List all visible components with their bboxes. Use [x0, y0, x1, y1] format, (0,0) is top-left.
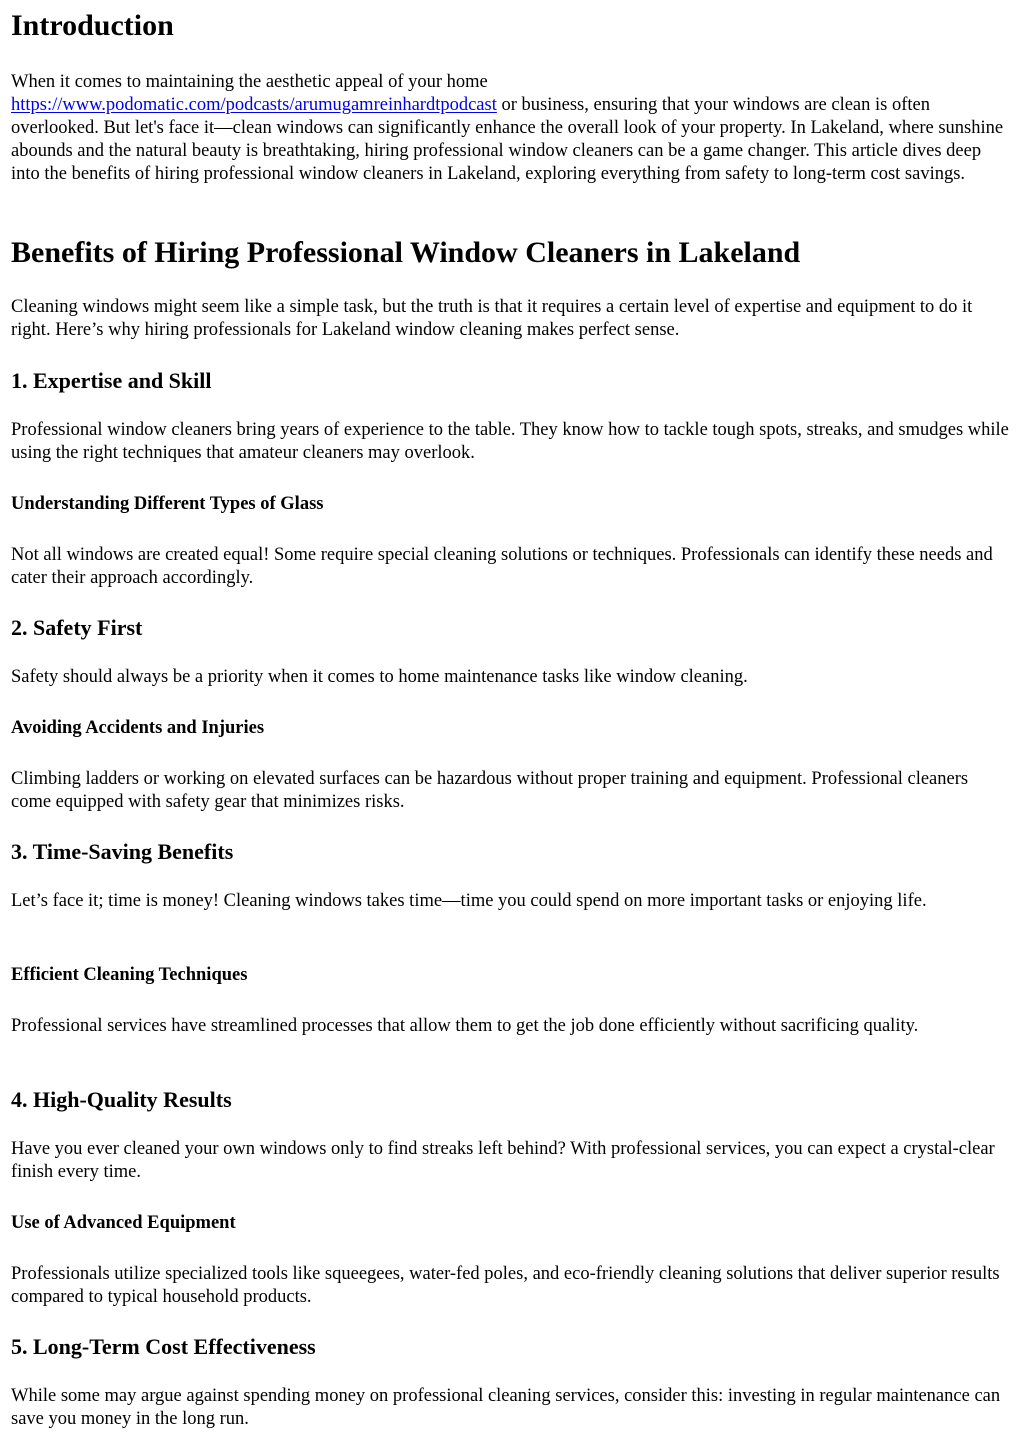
intro-paragraph	[11, 71, 1012, 186]
section-3-subheading: Efficient Cleaning Techniques	[11, 965, 248, 985]
section-2-subheading: Avoiding Accidents and Injuries	[11, 718, 265, 738]
section-4-paragraph: Have you ever cleaned your own windows only to find streaks left behind? With professional services, you can expect a crystal-clear finish every time.	[11, 1139, 995, 1182]
intro-text-before-link: When it comes to maintaining the aesthetic appeal of your home	[11, 72, 488, 92]
section-1-sub-paragraph: Not all windows are created equal! Some require special cleaning solutions or techniques. Professionals can identify these needs and cater their approach accordingly.	[11, 545, 993, 588]
section-2-sub-paragraph: Climbing ladders or working on elevated surfaces can be hazardous without proper training and equipment. Professional cleaners come equipped with safety gear that minimizes risks.	[11, 769, 969, 812]
intro-text-after-link: or business, ensuring that your windows are clean is often overlooked. But let's face it—clean windows can significantly enhance the overall look of your property. In Lakeland, where sunshine abounds and the natural beauty is breathtaking, hiring professional window cleaners can be a game changer. This article dives deep into the benefits of hiring professional window cleaners in Lakeland, exploring everything from safety to long-term cost savings.	[11, 95, 1004, 184]
section-5-paragraph: While some may argue against spending money on professional cleaning services, consider this: investing in regular maintenance can save you money in the long run.	[11, 1386, 1001, 1429]
section-2-paragraph: Safety should always be a priority when it comes to home maintenance tasks like window cleaning.	[11, 667, 748, 687]
section-5-heading: 5. Long-Term Cost Effectiveness	[11, 1334, 316, 1359]
benefits-heading: Benefits of Hiring Professional Window Cleaners in Lakeland	[11, 236, 801, 269]
section-3-sub-paragraph: Professional services have streamlined processes that allow them to get the job done efficiently without sacrificing quality.	[11, 1016, 919, 1036]
intro-heading: Introduction	[11, 9, 174, 42]
section-3-paragraph: Let’s face it; time is money! Cleaning windows takes time—time you could spend on more important tasks or enjoying life.	[11, 891, 927, 911]
benefits-intro-paragraph: Cleaning windows might seem like a simple task, but the truth is that it requires a certain level of expertise and equipment to do it right. Here’s why hiring professionals for Lakeland window cleaning makes perfect sense.	[11, 297, 973, 340]
section-2-heading: 2. Safety First	[11, 615, 143, 640]
section-3-heading: 3. Time-Saving Benefits	[11, 839, 234, 864]
section-4-sub-paragraph: Professionals utilize specialized tools like squeegees, water-fed poles, and eco-friendly cleaning solutions that deliver superior results compared to typical household products.	[11, 1264, 1000, 1307]
section-4-heading: 4. High-Quality Results	[11, 1087, 232, 1112]
section-1-paragraph: Professional window cleaners bring years of experience to the table. They know how to tackle tough spots, streaks, and smudges while using the right techniques that amateur cleaners may overlook.	[11, 420, 1009, 463]
section-1-heading: 1. Expertise and Skill	[11, 368, 212, 393]
section-4-subheading: Use of Advanced Equipment	[11, 1213, 236, 1233]
section-1-subheading: Understanding Different Types of Glass	[11, 494, 324, 514]
podcast-link[interactable]: https://www.podomatic.com/podcasts/arumugamreinhardtpodcast	[11, 95, 497, 115]
